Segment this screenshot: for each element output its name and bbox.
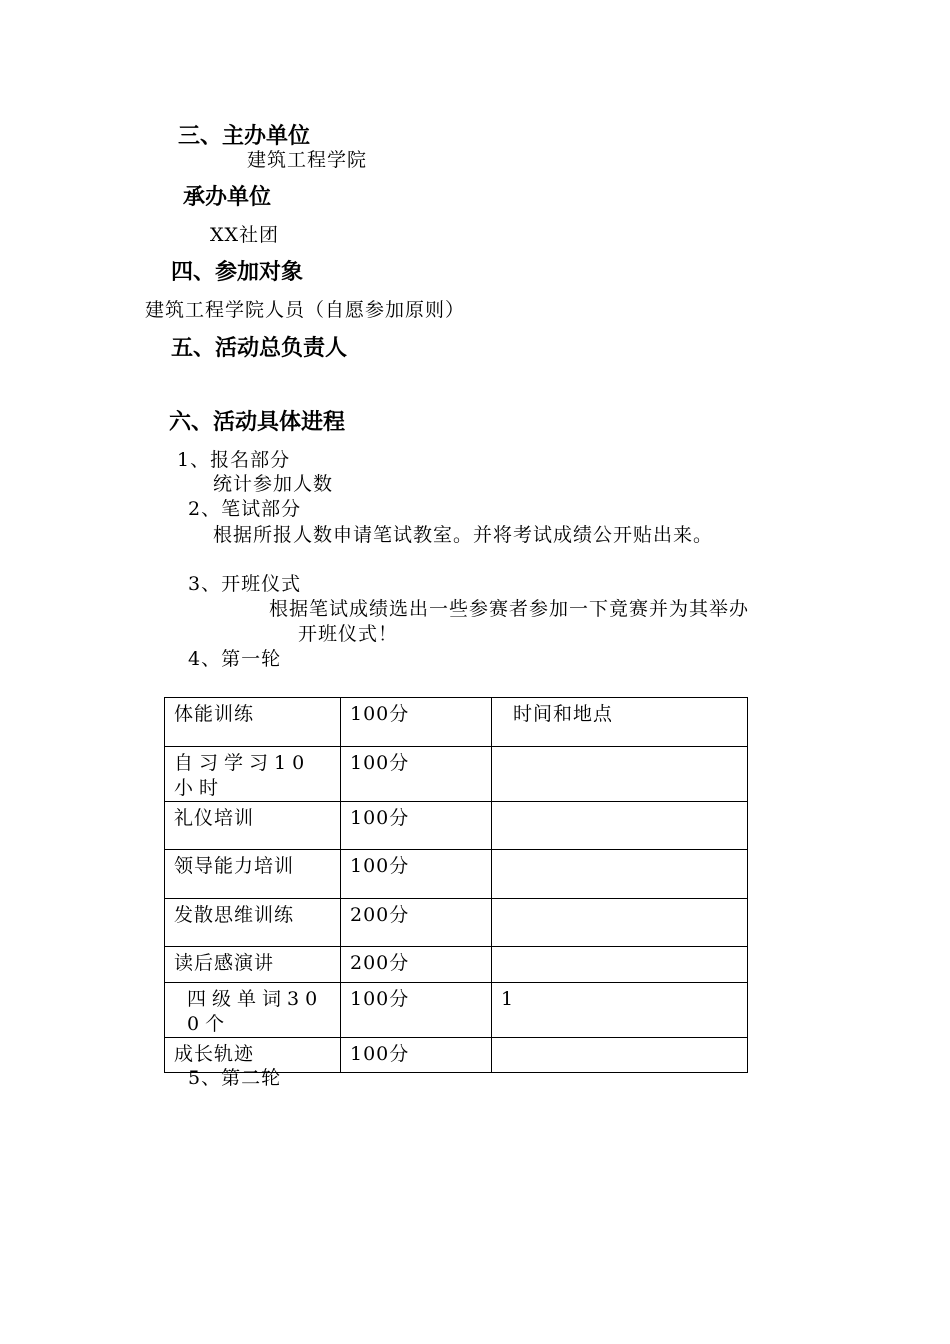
score-cell: 100分	[341, 747, 492, 802]
organizer-heading: 三、主办单位	[178, 124, 311, 149]
item-cell: 发散思维训练	[165, 899, 341, 947]
participants-heading: 四、参加对象	[171, 260, 304, 285]
item-cell: 读后感演讲	[165, 947, 341, 983]
note-cell: 1	[492, 983, 748, 1038]
step-1-body: 统计参加人数	[213, 473, 334, 495]
table-row	[165, 747, 748, 802]
organizer-text: 建筑工程学院	[247, 149, 368, 171]
score-cell: 100分	[341, 698, 492, 747]
note-cell	[492, 1038, 748, 1073]
item-cell: 体能训练	[165, 698, 341, 747]
co-organizer-text: XX社团	[210, 224, 280, 246]
table-row	[165, 899, 748, 947]
note-cell	[492, 802, 748, 850]
table-row	[165, 698, 748, 747]
note-cell: 时间和地点	[492, 698, 748, 747]
step-1-title: 1、报名部分	[177, 449, 291, 471]
step-3-body-line2: 开班仪式！	[298, 623, 399, 645]
table-row	[165, 983, 748, 1038]
item-cell: 成长轨迹	[165, 1038, 341, 1073]
score-cell: 200分	[341, 947, 492, 983]
score-cell: 100分	[341, 850, 492, 899]
score-cell: 100分	[341, 1038, 492, 1073]
table-row	[165, 947, 748, 983]
step-5-title: 5、第二轮	[188, 1067, 282, 1089]
note-cell	[492, 947, 748, 983]
step-3-body-line1: 根据笔试成绩选出一些参赛者参加一下竟赛并为其举办	[269, 598, 750, 620]
co-organizer-heading: 承办单位	[183, 185, 272, 210]
step-2-title: 2、笔试部分	[188, 498, 302, 520]
score-cell: 100分	[341, 983, 492, 1038]
step-3-title: 3、开班仪式	[188, 573, 302, 595]
item-cell: 四级单词300个	[165, 983, 341, 1038]
table-row	[165, 802, 748, 850]
score-cell: 100分	[341, 802, 492, 850]
note-cell	[492, 850, 748, 899]
process-heading: 六、活动具体进程	[169, 410, 346, 435]
item-cell: 礼仪培训	[165, 802, 341, 850]
note-cell	[492, 747, 748, 802]
round-one-table	[164, 697, 748, 1073]
note-cell	[492, 899, 748, 947]
table-row	[165, 850, 748, 899]
item-cell: 自习学习10小时	[165, 747, 341, 802]
leader-heading: 五、活动总负责人	[171, 336, 348, 361]
item-cell: 领导能力培训	[165, 850, 341, 899]
score-cell: 200分	[341, 899, 492, 947]
participants-text: 建筑工程学院人员（自愿参加原则）	[145, 299, 466, 321]
step-2-body: 根据所报人数申请笔试教室。并将考试成绩公开贴出来。	[213, 524, 714, 546]
step-4-title: 4、第一轮	[188, 648, 282, 670]
